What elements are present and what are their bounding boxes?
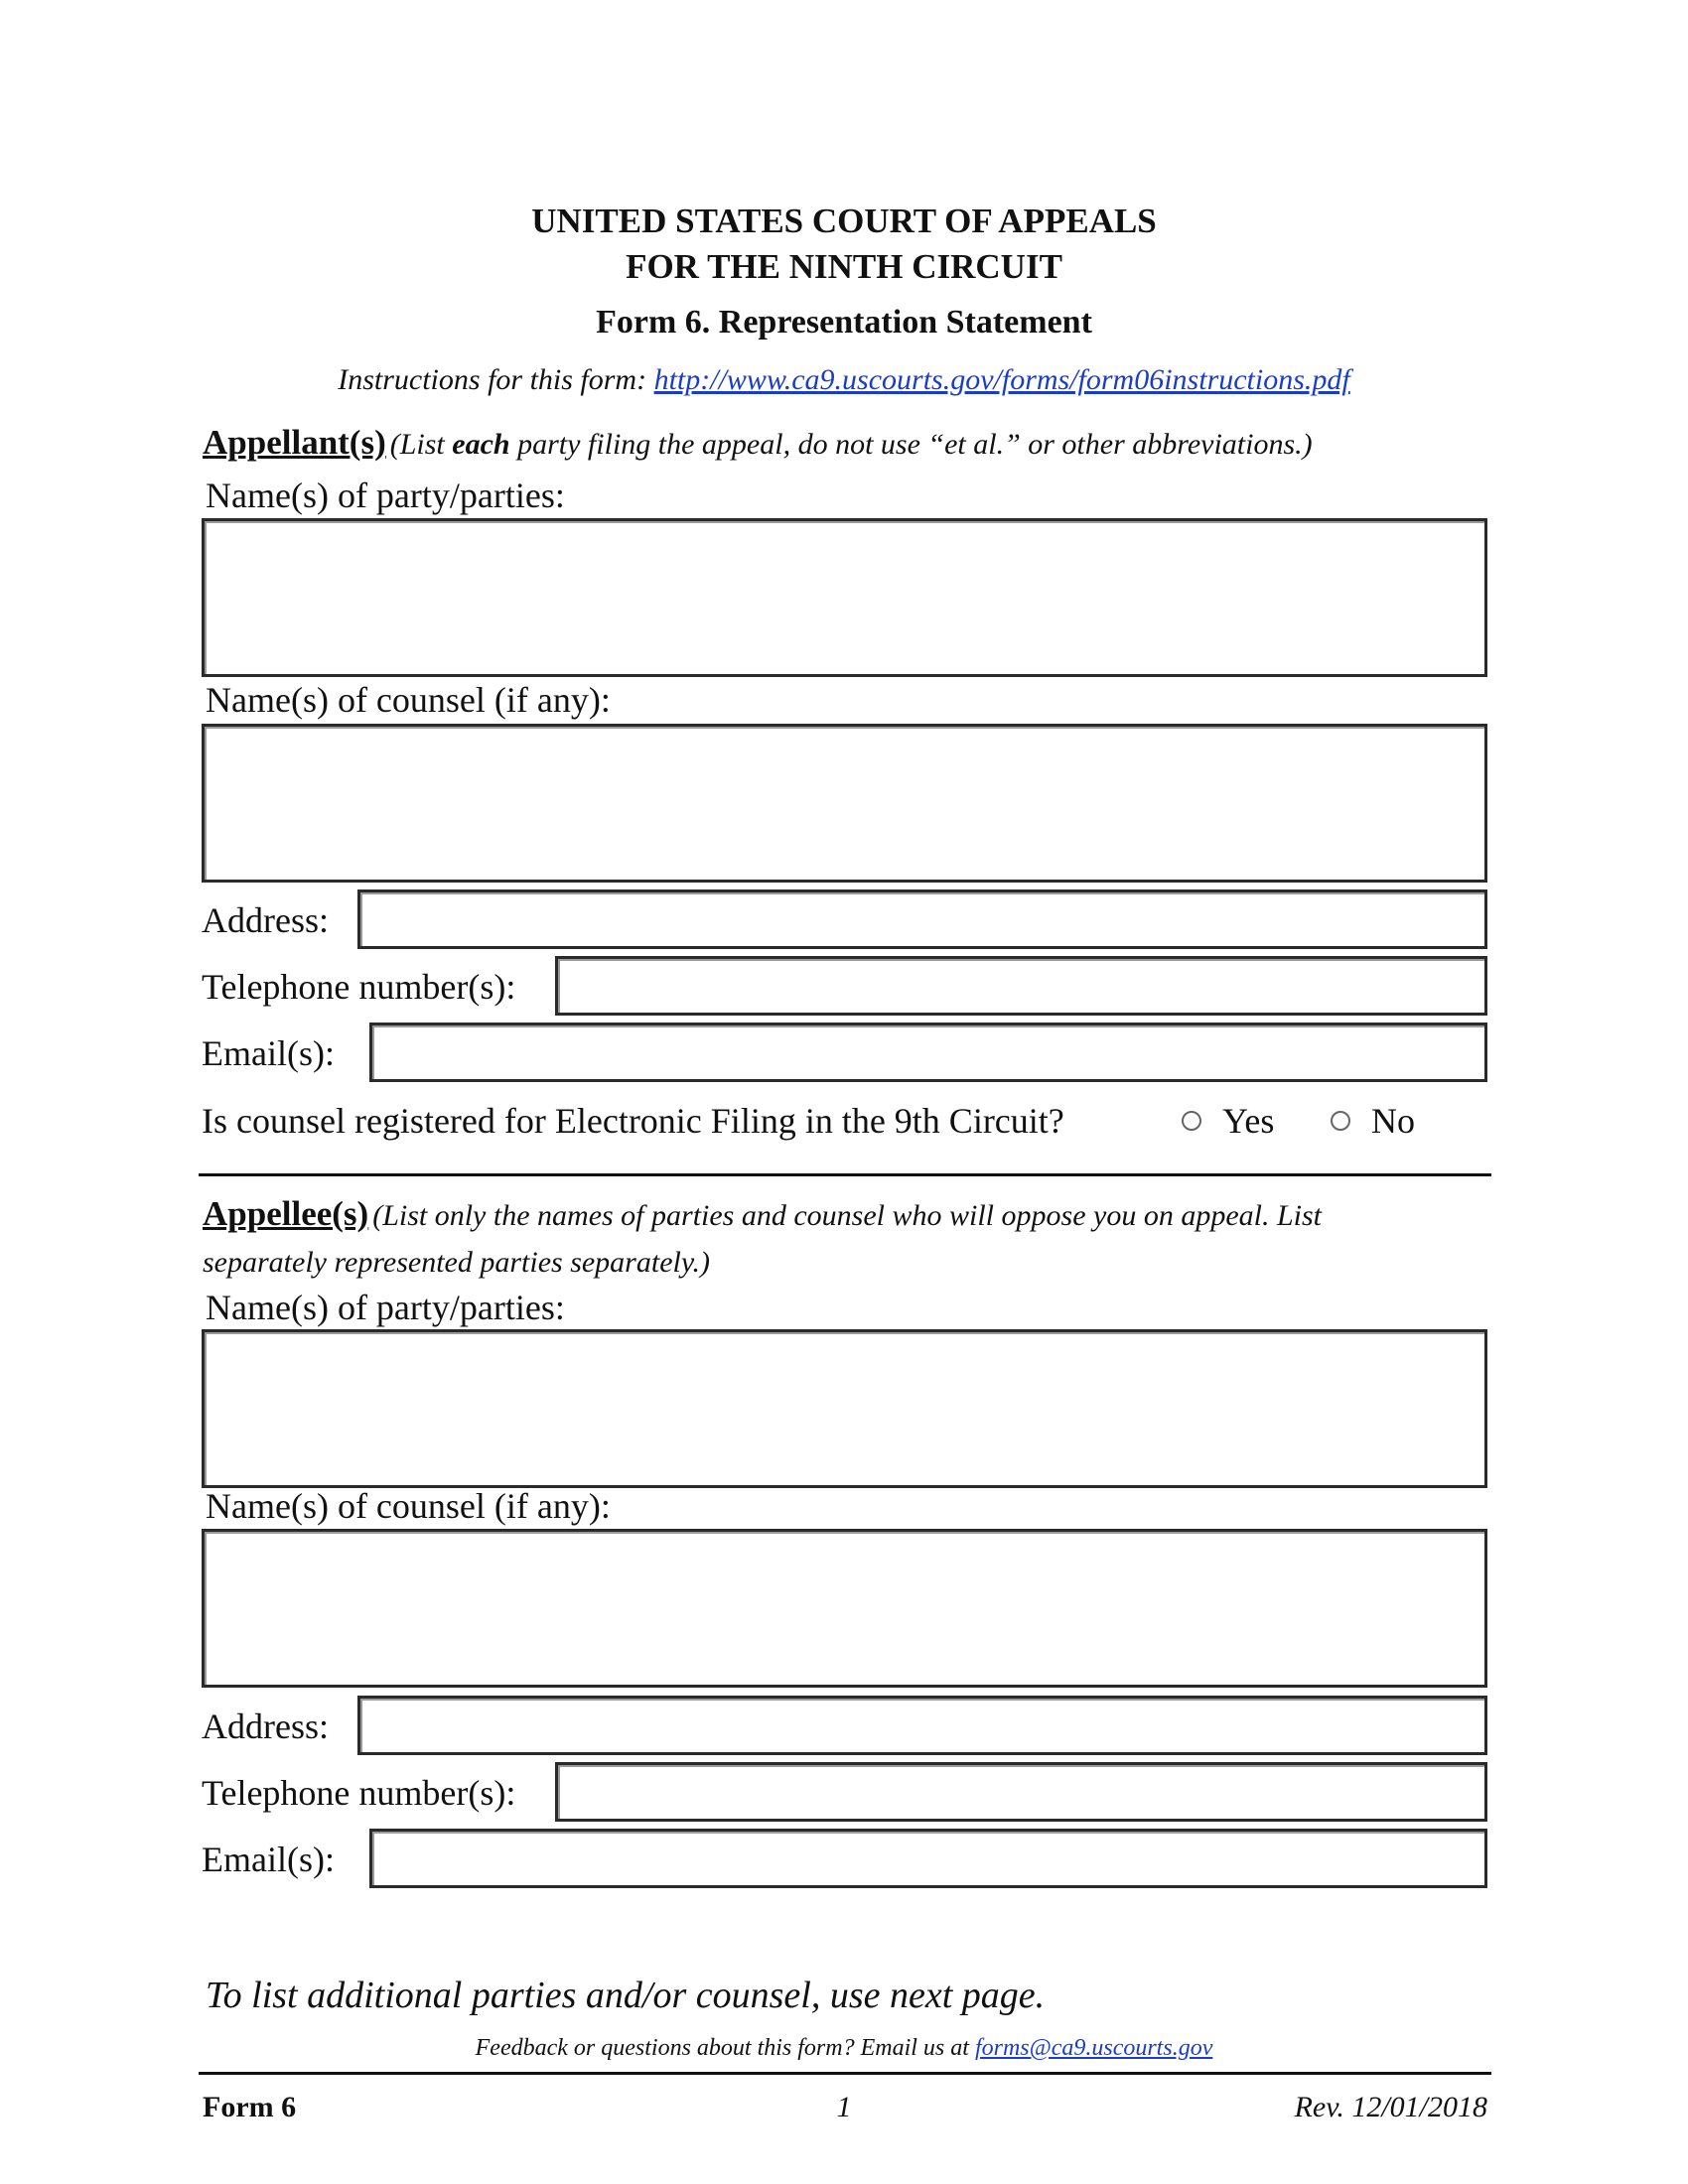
feedback-email-link[interactable]: forms@ca9.uscourts.gov	[974, 2035, 1213, 2061]
appellant-counsel-label: Name(s) of counsel (if any):	[206, 680, 611, 720]
appellant-phone-field[interactable]	[555, 956, 1487, 1016]
appellee-email-field[interactable]	[369, 1829, 1487, 1888]
yes-label: Yes	[1222, 1101, 1275, 1141]
appellee-party-label: Name(s) of party/parties:	[206, 1288, 565, 1327]
footer-page-number: 1	[836, 2091, 852, 2123]
form-title: Form 6. Representation Statement	[596, 304, 1092, 341]
instructions-prefix: Instructions for this form:	[338, 363, 647, 396]
appellant-address-field[interactable]	[357, 889, 1487, 949]
appellee-party-field[interactable]	[202, 1329, 1487, 1488]
efiling-no-option[interactable]	[1331, 1100, 1415, 1142]
appellee-heading	[203, 1193, 1493, 1289]
appellee-phone-label: Telephone number(s):	[202, 1773, 516, 1813]
footer-form-name: Form 6	[203, 2091, 297, 2123]
appellee-note-line2: separately represented parties separately.)	[203, 1246, 710, 1279]
appellant-counsel-field[interactable]	[202, 724, 1487, 883]
appellee-phone-field[interactable]	[555, 1762, 1487, 1822]
appellee-counsel-label: Name(s) of counsel (if any):	[206, 1486, 611, 1526]
appellee-counsel-field[interactable]	[202, 1529, 1487, 1688]
efiling-yes-option[interactable]	[1182, 1100, 1274, 1142]
instructions-line	[0, 363, 1688, 397]
feedback-line	[0, 2035, 1688, 2062]
section-divider	[199, 1173, 1491, 1176]
appellant-party-label: Name(s) of party/parties:	[206, 476, 565, 515]
appellant-title: Appellant(s)	[203, 423, 386, 462]
no-radio[interactable]	[1331, 1111, 1350, 1131]
court-name-line1: UNITED STATES COURT OF APPEALS	[531, 202, 1157, 240]
yes-radio[interactable]	[1182, 1111, 1201, 1131]
appellant-heading	[203, 423, 1313, 463]
efiling-question: Is counsel registered for Electronic Filing in the 9th Circuit?	[202, 1101, 1064, 1141]
appellant-email-label: Email(s):	[202, 1033, 335, 1073]
appellee-title: Appellee(s)	[203, 1194, 369, 1233]
no-label: No	[1371, 1101, 1415, 1141]
footer-divider	[199, 2072, 1491, 2075]
additional-parties-note: To list additional parties and/or counsel, use next page.	[206, 1975, 1046, 2016]
appellant-phone-label: Telephone number(s):	[202, 967, 516, 1007]
court-name-line2: FOR THE NINTH CIRCUIT	[626, 247, 1062, 286]
appellee-address-field[interactable]	[357, 1696, 1487, 1755]
footer-revision: Rev. 12/01/2018	[1294, 2091, 1487, 2123]
appellant-email-field[interactable]	[369, 1023, 1487, 1082]
appellee-address-label: Address:	[202, 1706, 329, 1746]
appellee-note-line1: (List only the names of parties and counsel who will oppose you on appeal. List	[372, 1199, 1322, 1232]
instructions-link[interactable]: http://www.ca9.uscourts.gov/forms/form06instructions.pdf	[653, 363, 1350, 396]
appellant-note: (List each party filing the appeal, do not use “et al.” or other abbreviations.)	[389, 428, 1313, 461]
appellant-address-label: Address:	[202, 900, 329, 940]
appellant-party-field[interactable]	[202, 518, 1487, 677]
appellee-email-label: Email(s):	[202, 1840, 335, 1879]
feedback-prefix: Feedback or questions about this form? Email us at	[475, 2035, 969, 2061]
